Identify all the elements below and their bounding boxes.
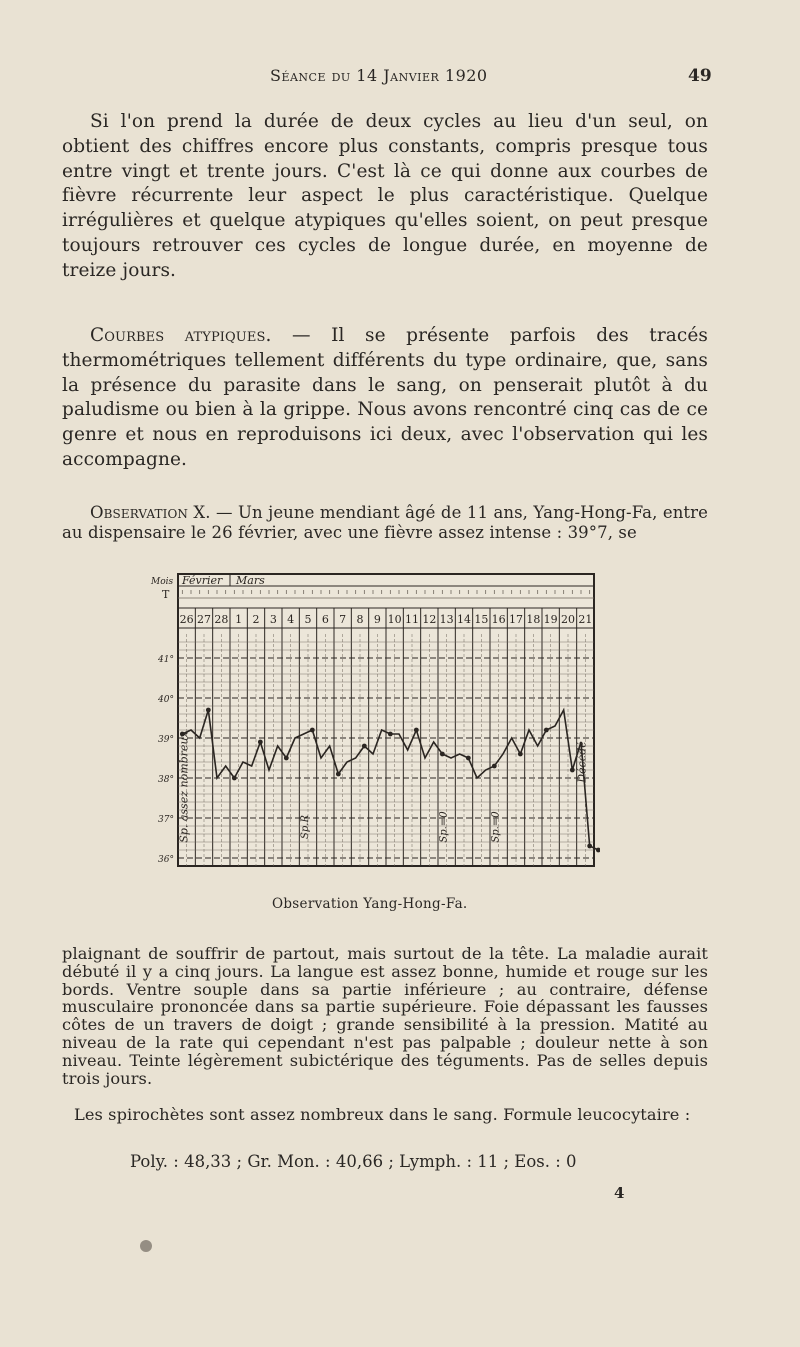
temperature-point xyxy=(206,708,211,713)
date-label: 7 xyxy=(339,613,347,626)
paragraph-cycles: Si l'on prend la durée de deux cycles au lieu d'un seul, on obtient des chiffres encore plus constants, compris presque tous entre vingt et trente jours. C'est là ce qui donne aux courbes de fièvre récurrente leur aspect le plus caractéristique. Quelque irrégulières et quelque atypiques qu'elles soient, on peut presque toujours retrouver ces cycles de longue durée, en moyenne de treize jours. xyxy=(62,111,708,281)
temp-tick-label: 38° xyxy=(158,775,174,785)
temperature-point xyxy=(232,776,237,781)
observation-heading: Observation X. xyxy=(90,503,211,522)
temperature-point xyxy=(414,728,419,733)
page-number: 49 xyxy=(688,66,712,86)
temperature-point xyxy=(388,732,393,737)
leucocyte-formula: Poly. : 48,33 ; Gr. Mon. : 40,66 ; Lymph. : 11 ; Eos. : 0 xyxy=(130,1152,577,1171)
date-label: 9 xyxy=(373,613,381,626)
date-label: 27 xyxy=(197,613,211,626)
temp-tick-label: 40° xyxy=(158,695,174,705)
temperature-point xyxy=(518,752,523,757)
date-label: 18 xyxy=(526,613,541,626)
date-label: 14 xyxy=(457,613,471,626)
temperature-point xyxy=(570,768,575,773)
date-label: 6 xyxy=(321,613,329,626)
date-label: 15 xyxy=(474,613,489,626)
paragraph-spirochetes: Les spirochètes sont assez nombreux dans le sang. Formule leucocytaire : xyxy=(74,1105,691,1124)
annotation-sp-zero-1: Sp.=0 xyxy=(438,811,450,843)
observation-intro: — Un jeune mendiant âgé de 11 ans, Yang-Hong-Fa, entre au dispensaire le 26 février, avec une fièvre assez intense : 39°7, se xyxy=(62,503,709,542)
temperature-point xyxy=(440,752,445,757)
running-header xyxy=(0,66,800,94)
temp-tick-label: 39° xyxy=(158,735,174,745)
temperature-point xyxy=(466,756,471,761)
date-label: 4 xyxy=(287,613,295,626)
annotation-sp-nombreux: Sp. assez nombreux xyxy=(177,731,191,843)
date-label: 13 xyxy=(439,613,454,626)
section-heading-atypical: Courbes atypiques. xyxy=(90,325,272,346)
date-label: 19 xyxy=(543,613,558,626)
temperature-point xyxy=(587,844,592,849)
annotation-sp-r: Sp.R xyxy=(300,815,311,839)
annotation-decede: Décédé xyxy=(575,741,589,783)
temperature-point xyxy=(284,756,289,761)
month-label-mars: Mars xyxy=(236,574,265,587)
date-label: 3 xyxy=(269,613,277,626)
paragraph-atypical-body: — Il se présente parfois des tracés thermométriques tellement différents du type ordinaire, que, sans la présence du parasite dans le sang, on penserait plutôt à du paludisme ou bien à la grippe. Nous avons rencontré cinq cas de ce genre et nous en reproduisons ici deux, avec l'observation qui les accompagne. xyxy=(62,325,709,470)
date-label: 16 xyxy=(491,613,506,626)
temperature-point xyxy=(544,728,549,733)
temperature-point xyxy=(362,744,367,749)
date-label: 11 xyxy=(405,613,419,626)
date-label: 28 xyxy=(214,613,229,626)
temperature-chart xyxy=(150,572,600,874)
date-label: 5 xyxy=(304,613,312,626)
date-label: 1 xyxy=(235,613,243,626)
annotation-sp-zero-2: Sp.=0 xyxy=(490,811,502,843)
date-label: 26 xyxy=(179,613,194,626)
paragraph-symptoms: plaignant de souffrir de partout, mais surtout de la tête. La maladie aurait débuté il y a cinq jours. La langue est assez bonne, humide et rouge sur les bords. Ventre souple dans sa partie inférieure ; au contraire, défense musculaire prononcée dans sa partie supérieure. Foie dépassant les fausses côtes de un travers de doigt ; grande sensibilité à la pression. Matité au niveau de la rate qui cependant n'est pas palpable ; douleur nette à son niveau. Teinte légèrement subictérique des téguments. Pas de selles depuis trois jours. xyxy=(62,944,708,1088)
date-label: 12 xyxy=(422,613,437,626)
temperature-point xyxy=(258,740,263,745)
row-label-t: T xyxy=(162,588,170,601)
date-label: 21 xyxy=(578,613,593,626)
paragraph-observation xyxy=(62,503,708,543)
temperature-point xyxy=(492,764,497,769)
signature-mark: 4 xyxy=(614,1184,625,1202)
temp-tick-label: 41° xyxy=(158,655,174,665)
date-label: 20 xyxy=(561,613,575,626)
temperature-point xyxy=(336,772,341,777)
running-title: Séance du 14 Janvier 1920 xyxy=(270,66,488,85)
month-label-fevrier: Février xyxy=(182,574,223,587)
date-label: 8 xyxy=(356,613,364,626)
date-label: 2 xyxy=(252,613,260,626)
paragraph-atypical-curves xyxy=(62,324,708,473)
ink-smudge xyxy=(140,1240,152,1252)
row-label-mois: Mois xyxy=(151,577,174,587)
figure-caption: Observation Yang-Hong-Fa. xyxy=(272,896,468,912)
temp-tick-label: 36° xyxy=(158,855,174,865)
temp-tick-label: 37° xyxy=(158,815,174,825)
temperature-point xyxy=(310,728,315,733)
date-label: 10 xyxy=(387,613,402,626)
date-label: 17 xyxy=(509,613,523,626)
